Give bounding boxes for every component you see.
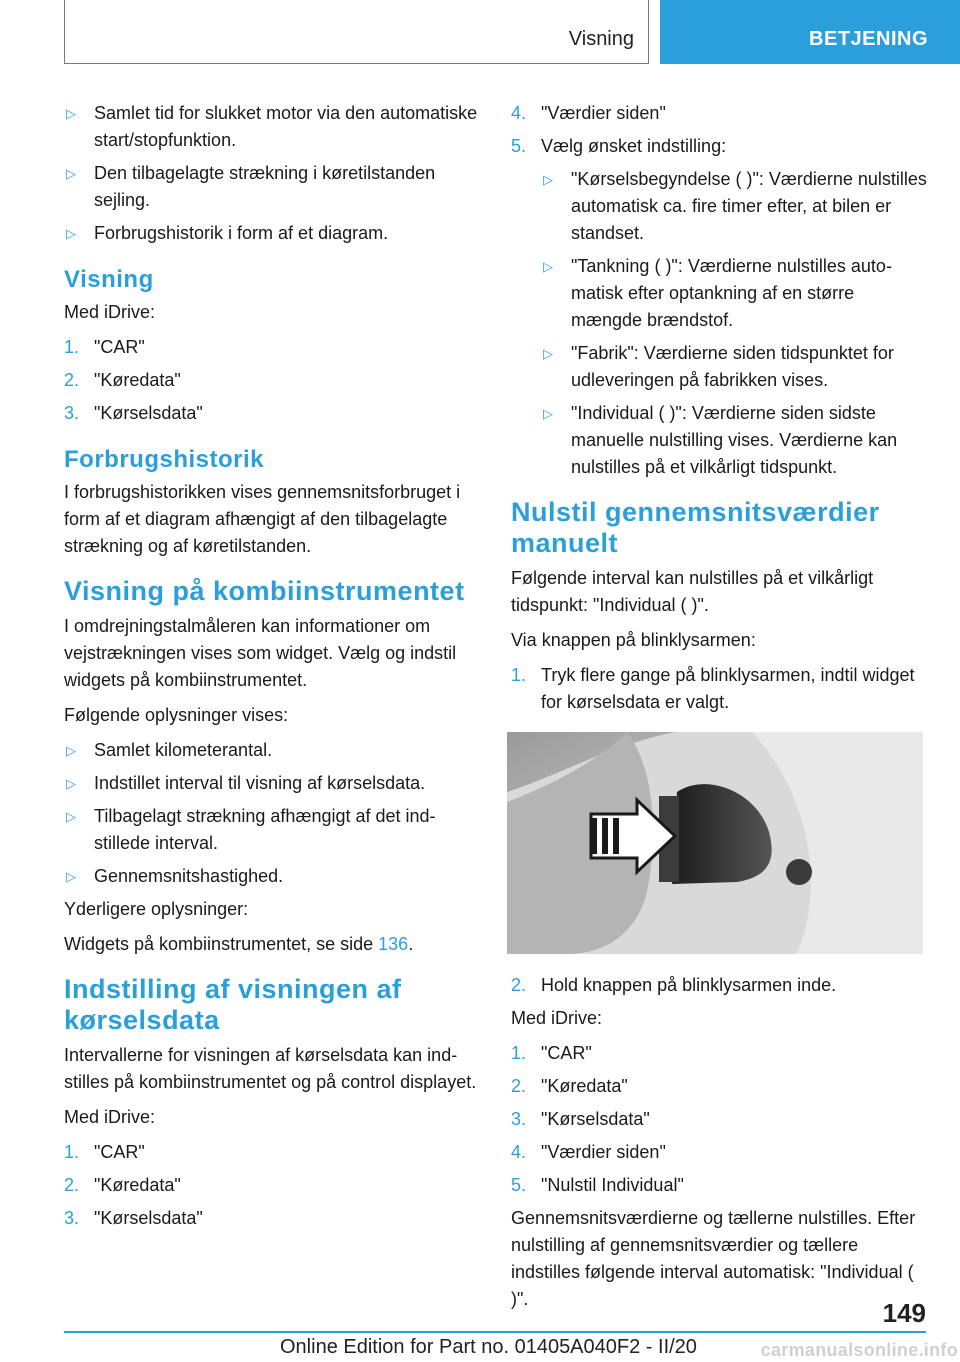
sub-list-item: ▷ "Individual ( )": Værdierne siden sidste manuelle nulstilling vises. Værdierne kan nulstilles på et vilkårligt tidspunkt. (541, 400, 927, 481)
step-item: 2. "Køredata" (511, 1076, 628, 1096)
bullet-triangle-icon: ▷ (66, 776, 76, 791)
step-item: 2. "Køredata" (64, 370, 181, 390)
sub-list-item: ▷ "Fabrik": Værdierne siden tidspunktet for udleveringen på fabrikken vises. (541, 340, 927, 394)
step-item: 4. "Værdier siden" (511, 1142, 666, 1162)
footer-edition: Online Edition for Part no. 01405A040F2 - II/20 (280, 1336, 697, 1358)
bullet-triangle-icon: ▷ (66, 743, 76, 758)
step-item: 1. "CAR" (511, 1043, 592, 1063)
heading-indstilling: Indstilling af visningen af kørselsdata (64, 974, 402, 1035)
header-section-box (64, 0, 649, 64)
paragraph: Yderligere oplysninger: (64, 899, 249, 919)
bullet-triangle-icon: ▷ (66, 226, 76, 241)
list-item: ▷ Samlet kilometerantal. (64, 737, 482, 764)
list-item: ▷ Den tilbagelagte strækning i køretilstanden sejling. (64, 160, 482, 214)
step-item: 5. Vælg ønsket indstilling: (511, 136, 727, 156)
right-column (511, 100, 927, 1321)
list-item: ▷ Gennemsnitshastighed. (64, 863, 482, 890)
bullet-triangle-icon: ▷ (66, 869, 76, 884)
heading-kombiinstrument: Visning på kombiinstrumentet (64, 576, 465, 606)
header-section-title: Visning (568, 28, 634, 50)
heading-visning: Visning (64, 266, 154, 293)
step-item: 1. "CAR" (64, 337, 145, 357)
footer-divider (64, 1331, 926, 1333)
step-item: 3. "Kørselsdata" (64, 403, 203, 423)
list-item: ▷ Tilbagelagt strækning afhængigt af det indstillede interval. (64, 803, 482, 857)
page-reference-link[interactable]: 136 (378, 934, 409, 954)
header-chapter-tab[interactable]: BETJENING (660, 0, 960, 64)
sub-list-item: ▷ "Tankning ( )": Værdierne nulstilles automatisk efter optankning af en større mængde brændstof. (541, 253, 927, 334)
bullet-triangle-icon: ▷ (543, 172, 553, 187)
step-item: 2. "Køredata" (64, 1175, 181, 1195)
paragraph: Følgende oplysninger vises: (64, 705, 289, 725)
paragraph: Med iDrive: (64, 302, 156, 322)
list-item: ▷ Forbrugshistorik i form af et diagram. (64, 220, 482, 247)
list-item: ▷ Samlet tid for slukket motor via den automatiske start/stopfunktion. (64, 100, 482, 154)
paragraph: Med iDrive: (64, 1107, 156, 1127)
watermark: carmanualsonline.info (760, 1340, 958, 1360)
paragraph: I omdrejningstalmåleren kan informationer om vejstrækningen vises som widget. Vælg og indstil widgets på kombiinstrumentet. (64, 616, 457, 690)
turn-signal-lever-illustration (507, 732, 923, 954)
step-item: 3. "Kørselsdata" (64, 1208, 203, 1228)
paragraph: Gennemsnitsværdierne og tællerne nulstilles. Efter nulstilling af gennemsnitsværdier og tællere indstilles følgende interval automatisk: "Individual ( )". (511, 1208, 916, 1309)
left-column (64, 100, 482, 1238)
cross-reference: Widgets på kombiinstrumentet, se side 136. (64, 934, 414, 954)
bullet-triangle-icon: ▷ (66, 809, 76, 824)
step-item: 2. Hold knappen på blinklysarmen inde. (511, 975, 837, 995)
paragraph: Følgende interval kan nulstilles på et vilkårligt tidspunkt: "Individual ( )". (511, 568, 874, 615)
heading-forbrugshistorik: Forbrugshistorik (64, 446, 265, 473)
paragraph: I forbrugshistorikken vises gennemsnitsforbruget i form af et diagram afhængigt af den tilbagelagte strækning og af køretilstanden. (64, 482, 461, 556)
page-number: 149 (882, 1298, 926, 1328)
paragraph: Via knappen på blinklysarmen: (511, 630, 756, 650)
step-item: 1. "CAR" (64, 1142, 145, 1162)
paragraph: Med iDrive: (511, 1008, 603, 1028)
heading-nulstil: Nulstil gennemsnitsværdier manuelt (511, 497, 880, 558)
sub-list-item: ▷ "Kørselsbegyndelse ( )": Værdierne nulstilles automatisk ca. fire timer efter, at bilen er standset. (541, 166, 927, 247)
bullet-triangle-icon: ▷ (543, 259, 553, 274)
step-item: 4. "Værdier siden" (511, 103, 666, 123)
bullet-triangle-icon: ▷ (543, 346, 553, 361)
step-item: 1. Tryk flere gange på blinklysarmen, indtil widget for kørselsdata er valgt. (511, 665, 915, 712)
bullet-triangle-icon: ▷ (66, 106, 76, 121)
step-item: 5. "Nulstil Individual" (511, 1175, 684, 1195)
bullet-triangle-icon: ▷ (66, 166, 76, 181)
bullet-triangle-icon: ▷ (543, 406, 553, 421)
paragraph: Intervallerne for visningen af kørselsdata kan indstilles på kombiinstrumentet og på control displayet. (64, 1045, 477, 1092)
step-item: 3. "Kørselsdata" (511, 1109, 650, 1129)
list-item: ▷ Indstillet interval til visning af kørselsdata. (64, 770, 482, 797)
